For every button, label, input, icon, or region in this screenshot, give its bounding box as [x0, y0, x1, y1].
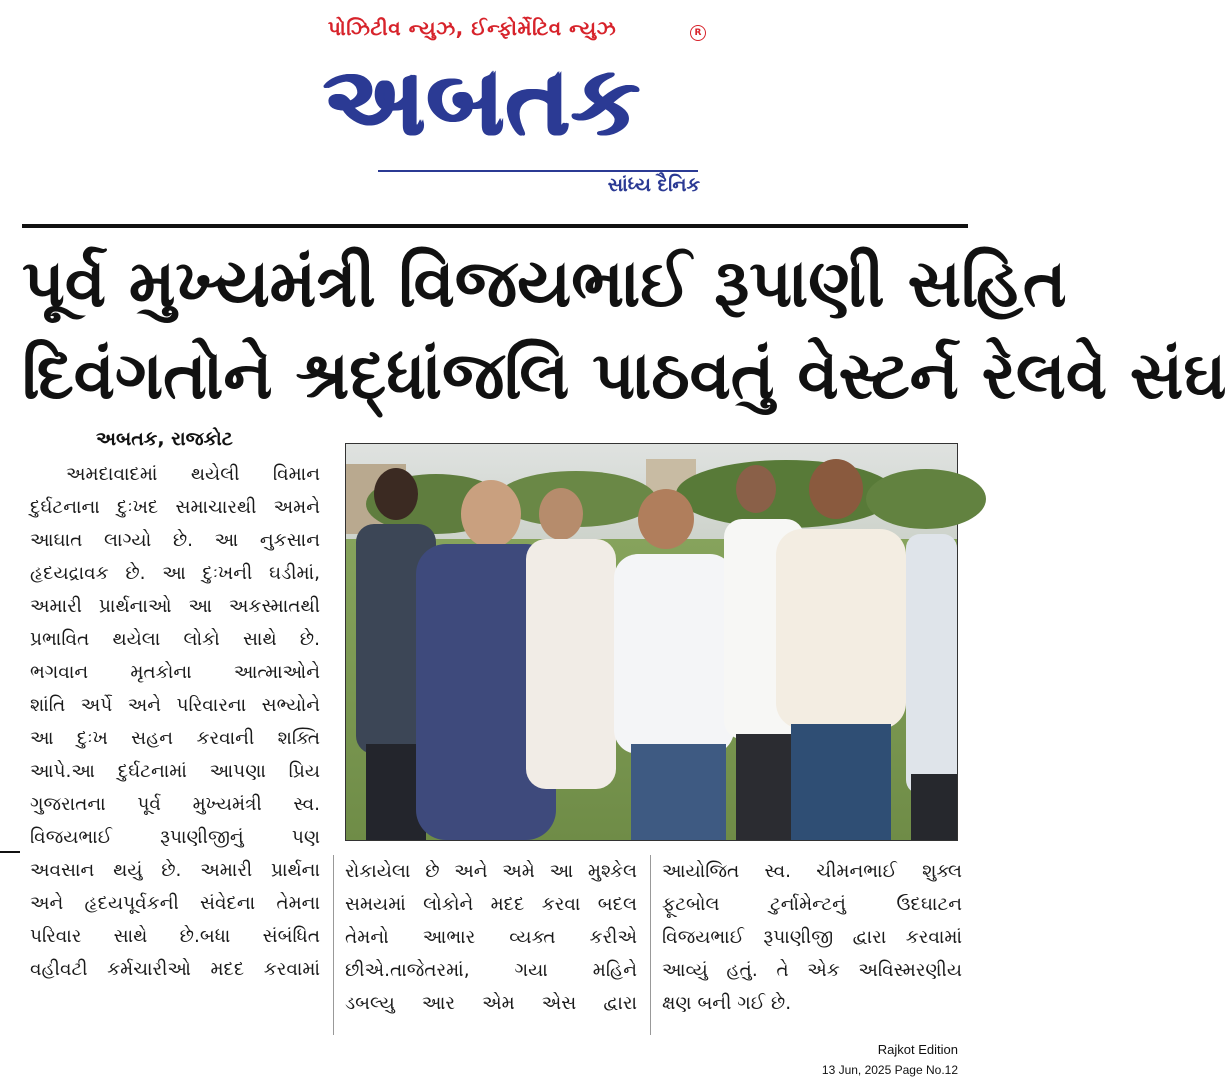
headline-line-2: દિવંગતોને શ્રદ્ધાંજલિ પાઠવતું વેસ્ટર્ન રેલવે સંઘ: [22, 337, 1226, 414]
column-line: રોકાયેલા છે અને અમે આ મુશ્કેલ: [345, 861, 637, 882]
column-line: આ દુઃખ સહન કરવાની શક્તિ: [30, 728, 320, 749]
edition-label: Rajkot Edition: [877, 1042, 958, 1057]
newspaper-logo: અબતક: [323, 45, 641, 157]
page-footer: [822, 1040, 958, 1080]
column-line: આપે.આ દુર્ઘટનામાં આપણા પ્રિય: [30, 761, 320, 782]
masthead-tagline: પોઝિટીવ ન્યુઝ, ઈન્ફોર્મેટિવ ન્યુઝ: [327, 16, 617, 40]
headline-top-rule: [22, 224, 968, 228]
column-line: સમયમાં લોકોને મદદ કરવા બદલ: [345, 894, 637, 915]
column-line: ડબલ્યુ આર એમ એસ દ્વારા: [345, 993, 637, 1014]
masthead-divider: [378, 170, 698, 172]
column-line: તેમનો આભાર વ્યક્ત કરીએ: [345, 927, 637, 948]
column-line: ફૂટબોલ ટુર્નામેન્ટનું ઉદઘાટન: [662, 894, 962, 915]
column-line: ગુજરાતના પૂર્વ મુખ્યમંત્રી સ્વ.: [30, 794, 320, 815]
column-line: અમારી પ્રાર્થનાઓ આ અકસ્માતથી: [30, 596, 320, 617]
column-line: દુર્ઘટનાના દુઃખદ સમાચારથી અમને: [30, 497, 320, 518]
column-line: અમદાવાદમાં થયેલી વિમાન: [66, 464, 320, 485]
column-line: છીએ.તાજેતરમાં, ગયા મહિને: [345, 960, 637, 981]
column-line: પરિવાર સાથે છે.બધા સંબંધિત: [30, 926, 320, 947]
column-line: પ્રભાવિત થયેલા લોકો સાથે છે.: [30, 629, 320, 650]
column-line: વિજયભાઈ રૂપાણીજી દ્વારા કરવામાં: [662, 927, 962, 948]
article-column-2: [345, 855, 637, 1020]
registered-mark-icon: R: [690, 25, 706, 41]
column-line: આયોજિત સ્વ. ચીમનભાઈ શુક્લ: [662, 861, 962, 882]
article-headline: [22, 238, 1226, 422]
article-photo: [345, 443, 958, 841]
column-line: ભગવાન મૃતકોના આત્માઓને: [30, 662, 320, 683]
column-line: વહીવટી કર્મચારીઓ મદદ કરવામાં: [30, 959, 320, 980]
column-line: શાંતિ અર્પે અને પરિવારના સભ્યોને: [30, 695, 320, 716]
article-dateline: અબતક, રાજકોટ: [96, 428, 233, 450]
article-column-3: [662, 855, 962, 1020]
column-divider: [333, 855, 334, 1035]
column-line: હૃદયદ્રાવક છે. આ દુઃખની ઘડીમાં,: [30, 563, 320, 584]
column-break-mark: [0, 851, 20, 853]
column-line: અવસાન થયું છે. અમારી પ્રાર્થના: [30, 860, 320, 881]
column-divider: [650, 855, 651, 1035]
column-line: આવ્યું હતું. તે એક અવિસ્મરણીય: [662, 960, 962, 981]
masthead-subtitle: સાંધ્ય દૈનિક: [607, 174, 700, 196]
column-line: અને હૃદયપૂર્વકની સંવેદના તેમના: [30, 893, 320, 914]
column-line: આઘાત લાગ્યો છે. આ નુકસાન: [30, 530, 320, 551]
date-page-label: 13 Jun, 2025 Page No.12: [821, 1063, 958, 1077]
article-column-1: [30, 458, 320, 986]
masthead: [0, 0, 968, 220]
column-line: વિજયભાઈ રૂપાણીજીનું પણ: [30, 827, 320, 848]
headline-line-1: પૂર્વ મુખ્યમંત્રી વિજયભાઈ રૂપાણી સહિત: [22, 245, 1067, 322]
column-line: ક્ષણ બની ગઈ છે.: [662, 993, 792, 1014]
